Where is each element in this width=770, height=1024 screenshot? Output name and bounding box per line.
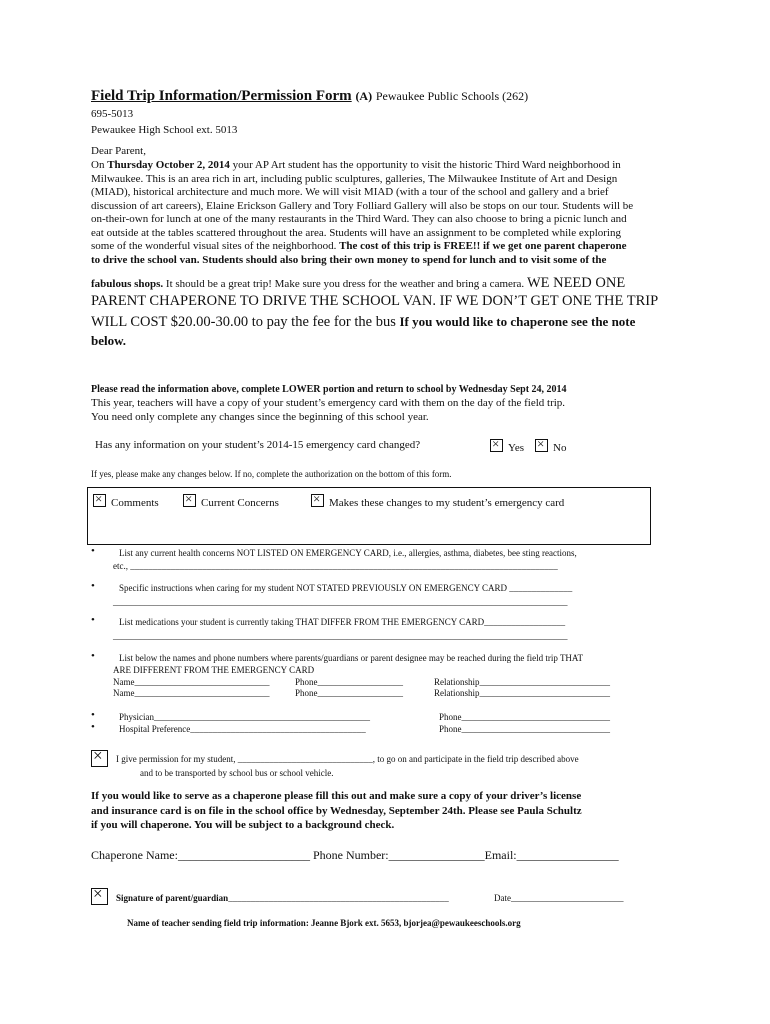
letter-text: some of the wonderful visual sites of the neighborhood. bbox=[91, 240, 340, 252]
contact-name-field[interactable]: Name______________________________ bbox=[113, 677, 270, 687]
signature-checkbox[interactable] bbox=[91, 888, 108, 905]
comments-checkbox[interactable] bbox=[93, 494, 106, 507]
signature-field[interactable]: _________________________________________________ bbox=[228, 893, 449, 903]
concerns-option[interactable] bbox=[183, 494, 279, 509]
return-instructions: Please read the information above, complete LOWER portion and return to school by Wednesday Sept 24, 2014 bbox=[91, 384, 567, 395]
makes-changes-checkbox[interactable] bbox=[311, 494, 324, 507]
letter-line bbox=[91, 240, 711, 254]
letter-line: below. bbox=[91, 333, 127, 348]
question-note: If yes, please make any changes below. If no, complete the authorization on the bottom of this form. bbox=[91, 469, 452, 479]
phone-line: 695-5013 bbox=[91, 108, 134, 120]
hospital-field[interactable]: Hospital Preference_______________________________________ bbox=[119, 724, 366, 734]
chaperone-see-note: If you would like to chaperone see the note bbox=[399, 314, 636, 329]
instruction-line: This year, teachers will have a copy of your student’s emergency card with them on the day of the field trip. bbox=[91, 397, 566, 409]
letter-text: WILL COST $20.00-30.00 to pay the fee for the bus bbox=[91, 314, 400, 330]
teacher-info: Name of teacher sending field trip information: Jeanne Bjork ext. 5653, bjorjea@pewaukeeschools.org bbox=[127, 918, 521, 928]
letter-line: on-their-own for lunch at one of the many restaurants in the Third Ward. They can also choose to bring a picnic lunch and bbox=[91, 213, 627, 225]
cost-note: The cost of this trip is FREE!! if we get one parent chaperone bbox=[339, 240, 627, 252]
letter-line bbox=[91, 313, 635, 331]
letter-text: your AP Art student has the opportunity to visit the historic Third Ward neighborhood in bbox=[229, 159, 621, 171]
no-checkbox[interactable] bbox=[535, 439, 548, 452]
trip-date: Thursday October 2, 2014 bbox=[107, 159, 230, 171]
school-line: Pewaukee High School ext. 5013 bbox=[91, 124, 238, 136]
permission-statement[interactable]: I give permission for my student, ______________________________, to go on and participate in the field trip described above bbox=[116, 754, 579, 764]
letter-line bbox=[91, 274, 625, 292]
letter-line: discussion of art careers), Elaine Erickson Gallery and Tory Folliard Gallery will also be stops on our tour. Students will be bbox=[91, 199, 634, 212]
yes-option[interactable] bbox=[490, 439, 524, 454]
instruction-line: You need only complete any changes since the beginning of this school year. bbox=[91, 411, 429, 423]
emergency-card-question: Has any information on your student’s 2014-15 emergency card changed? bbox=[95, 439, 421, 451]
comments-option[interactable] bbox=[93, 494, 159, 509]
physician-phone-field[interactable]: Phone_________________________________ bbox=[439, 712, 610, 722]
medications-line[interactable]: List medications your student is currently taking THAT DIFFER FROM THE EMERGENCY CARD__________________ bbox=[119, 617, 566, 627]
permission-checkbox-wrap[interactable] bbox=[91, 750, 113, 771]
signature-checkbox-wrap[interactable] bbox=[91, 888, 113, 909]
chaperone-fields[interactable]: Chaperone Name:______________________ Phone Number:________________Email:_________________ bbox=[91, 848, 619, 862]
contacts-instructions-cont: ARE DIFFERENT FROM THE EMERGENCY CARD bbox=[113, 665, 315, 675]
concerns-checkbox[interactable] bbox=[183, 494, 196, 507]
medications-field[interactable]: _____________________________________________________________________________________________________ bbox=[113, 631, 568, 641]
form-title-line bbox=[91, 88, 528, 105]
makes-changes-option[interactable] bbox=[311, 494, 564, 509]
contact-relationship-field[interactable]: Relationship_____________________________ bbox=[434, 677, 610, 687]
letter-text: It should be a great trip! Make sure you dress for the weather and bring a camera. bbox=[163, 278, 527, 290]
no-option[interactable] bbox=[535, 439, 566, 454]
form-code: (A) bbox=[355, 89, 373, 103]
signature-line[interactable] bbox=[116, 893, 449, 903]
chaperone-note: and insurance card is on file in the school office by Wednesday, September 24th. Please see Paula Schultz bbox=[91, 805, 582, 817]
yes-checkbox[interactable] bbox=[490, 439, 503, 452]
care-instructions-field[interactable]: _____________________________________________________________________________________________________ bbox=[113, 597, 568, 607]
contact-name-field[interactable]: Name______________________________ bbox=[113, 688, 270, 698]
physician-field[interactable]: Physician________________________________________________ bbox=[119, 712, 370, 722]
bullet-icon: • bbox=[91, 580, 95, 592]
health-concerns-line[interactable]: List any current health concerns NOT LISTED ON EMERGENCY CARD, i.e., allergies, asthma, diabetes, bee sting reactions, bbox=[119, 548, 577, 558]
hospital-phone-field[interactable]: Phone_________________________________ bbox=[439, 724, 610, 734]
bullet-icon: • bbox=[91, 721, 95, 733]
permission-checkbox[interactable] bbox=[91, 750, 108, 767]
letter-text: On bbox=[91, 159, 108, 171]
letter-body bbox=[91, 159, 711, 267]
concerns-label: Current Concerns bbox=[201, 497, 279, 509]
bullet-icon: • bbox=[91, 709, 95, 721]
signature-label: Signature of parent/guardian bbox=[116, 893, 229, 903]
school-name: Pewaukee Public Schools (262) bbox=[375, 89, 529, 103]
date-field[interactable]: Date_________________________ bbox=[494, 893, 624, 903]
contacts-instructions: List below the names and phone numbers where parents/guardians or parent designee may be reached during the field trip THAT bbox=[119, 653, 583, 663]
letter-line: PARENT CHAPERONE TO DRIVE THE SCHOOL VAN. IF WE DON’T GET ONE THE TRIP bbox=[91, 293, 659, 309]
letter-line: (MIAD), historical architecture and much more. We will visit MIAD (with a tour of the school and gallery and a brief bbox=[91, 186, 609, 198]
contact-phone-field[interactable]: Phone___________________ bbox=[295, 688, 403, 698]
permission-statement-cont: and to be transported by school bus or school vehicle. bbox=[140, 768, 334, 778]
comments-label: Comments bbox=[111, 497, 159, 509]
yes-label: Yes bbox=[508, 442, 525, 454]
contact-phone-field[interactable]: Phone___________________ bbox=[295, 677, 403, 687]
greeting: Dear Parent, bbox=[91, 145, 146, 157]
bullet-icon: • bbox=[91, 545, 95, 557]
care-instructions-line[interactable]: Specific instructions when caring for my student NOT STATED PREVIOUSLY ON EMERGENCY CARD ______________ bbox=[119, 583, 573, 593]
chaperone-note: If you would like to serve as a chaperone please fill this out and make sure a copy of your driver’s license bbox=[91, 790, 582, 802]
letter-line: eat outside at the tables scattered throughout the area. Students will have an assignment to be completed while exploring bbox=[91, 226, 621, 239]
no-label: No bbox=[553, 442, 567, 454]
bullet-icon: • bbox=[91, 614, 95, 626]
form-title: Field Trip Information/Permission Form bbox=[91, 88, 352, 104]
letter-line: to drive the school van. Students should also bring their own money to spend for lunch and to visit some of the bbox=[91, 253, 607, 266]
letter-line bbox=[91, 159, 711, 173]
letter-line: Milwaukee. This is an area rich in art, including public sculptures, galleries, The Milwaukee Institute of Art and Design bbox=[91, 172, 618, 185]
letter-text: fabulous shops. bbox=[91, 278, 164, 290]
bullet-icon: • bbox=[91, 650, 95, 662]
health-concerns-field[interactable]: etc., _______________________________________________________________________________________________ bbox=[113, 561, 558, 571]
makes-changes-label: Makes these changes to my student’s emergency card bbox=[329, 497, 565, 509]
need-chaperone-text: WE NEED ONE bbox=[526, 275, 626, 291]
contact-relationship-field[interactable]: Relationship_____________________________ bbox=[434, 688, 610, 698]
chaperone-note: if you will chaperone. You will be subject to a background check. bbox=[91, 819, 395, 831]
